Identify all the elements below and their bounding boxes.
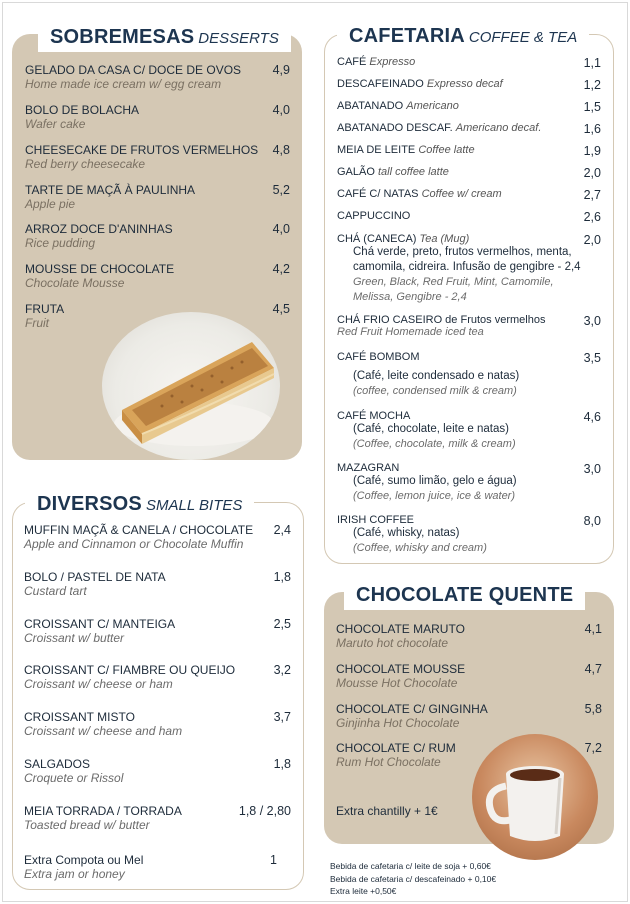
item-price: 5,8 [584,702,602,716]
item-price: 4,5 [272,302,290,316]
menu-item-cafe[interactable] [337,56,601,68]
menu-item-croissant-manteiga[interactable] [24,617,291,645]
item-detail-translation: (Coffee, whisky and cream) [353,542,487,554]
item-name: ABATANADO [337,100,404,112]
item-name: MEIA DE LEITE [337,144,416,156]
menu-item-mazagran[interactable] [337,462,601,504]
item-price: 1,6 [583,122,601,136]
item-translation: Croissant w/ butter [24,631,125,645]
item-name: CAPPUCCINO [337,210,411,222]
menu-item-torrada[interactable] [24,804,291,832]
coffee-title-en: COFFEE & TEA [468,29,578,46]
item-detail: (Café, sumo limão, gelo e água) [353,475,517,487]
item-translation: Americano decaf. [455,122,542,134]
menu-item-arroz-doce[interactable] [25,222,290,250]
item-detail-translation: (coffee, condensed milk & cream) [353,385,517,397]
menu-item-abatanado[interactable] [337,100,601,112]
item-name: MOUSSE DE CHOCOLATE [25,262,175,276]
menu-item-bolo-bolacha[interactable] [25,103,290,131]
menu-item-extra-compota[interactable] [24,853,291,881]
coffee-title [337,21,589,51]
menu-item-salgados[interactable] [24,757,291,785]
menu-item-croissant-misto[interactable] [24,710,291,738]
item-price: 4,8 [272,143,290,157]
item-translation: Ginjinha Hot Chocolate [336,716,460,730]
item-price: 2,5 [273,617,291,631]
menu-item-cafe-natas[interactable] [337,188,601,200]
item-translation: Tea (Mug) [419,233,470,245]
item-price: 2,0 [583,166,601,180]
item-price: 3,5 [583,351,601,365]
item-name: CAFÉ [337,56,367,68]
small-bites-title-pt: DIVERSOS [37,493,142,515]
item-price: 5,2 [272,183,290,197]
item-detail: (Café, leite condensado e natas) [353,370,520,382]
item-name: MAZAGRAN [337,462,400,474]
apple-pie-photo [102,312,280,460]
item-name: BOLO / PASTEL DE NATA [24,570,166,584]
item-translation: Croissant w/ cheese or ham [24,677,173,691]
item-detail-translation: (Coffee, chocolate, milk & cream) [353,438,516,450]
item-name: SALGADOS [24,757,91,771]
item-translation: Extra jam or honey [24,867,125,881]
menu-item-cappuccino[interactable] [337,210,601,222]
menu-item-chocolate-mousse[interactable] [336,662,602,690]
desserts-title [38,22,291,52]
menu-item-descafeinado[interactable] [337,78,601,90]
item-name: CHOCOLATE MARUTO [336,622,465,636]
desserts-title-en: DESSERTS [198,30,279,47]
menu-item-mousse-chocolate[interactable] [25,262,290,290]
item-detail-translation: Green, Black, Red Fruit, Mint, Camomile, [353,276,554,288]
item-name: CHEESECAKE DE FRUTOS VERMELHOS [25,143,259,157]
item-translation: Rice pudding [25,236,96,250]
item-name: FRUTA [25,302,65,316]
item-name: Extra Compota ou Mel [24,853,144,867]
item-price: 4,1 [584,622,602,636]
item-price: 3,0 [583,314,601,328]
item-detail-translation: (Coffee, lemon juice, ice & water) [353,490,516,502]
menu-item-croissant-fiambre[interactable] [24,663,291,691]
item-translation: Red berry cheesecake [25,157,146,171]
item-translation: Coffee w/ cream [421,188,502,200]
item-price: 4,9 [272,63,290,77]
item-name: IRISH COFFEE [337,514,415,526]
menu-item-cha-frio[interactable] [337,314,601,338]
item-translation: Expresso [369,56,416,68]
item-price: 4,0 [272,103,290,117]
item-detail-translation: Melissa, Gengibre - 2,4 [353,291,467,303]
item-price: 2,6 [583,210,601,224]
item-name: CROISSANT C/ FIAMBRE OU QUEIJO [24,663,236,677]
hot-chocolate-mug-photo [472,734,598,860]
item-name: CHOCOLATE C/ RUM [336,741,456,755]
menu-item-cafe-bombom[interactable] [337,351,601,399]
item-translation: Croquete or Rissol [24,771,124,785]
item-name: CHÁ FRIO CASEIRO de Frutos vermelhos [337,314,546,326]
item-price: 4,2 [272,262,290,276]
small-bites-panel [12,493,304,890]
item-translation: Croissant w/ cheese and ham [24,724,183,738]
item-translation: Maruto hot chocolate [336,636,449,650]
item-price: 1,9 [583,144,601,158]
item-translation: Fruit [25,316,49,330]
item-price: 8,0 [583,514,601,528]
item-name: ABATANADO DESCAF. [337,122,453,134]
item-price: 3,2 [273,663,291,677]
coffee-panel [324,25,614,564]
item-name: GELADO DA CASA C/ DOCE DE OVOS [25,63,242,77]
item-price: 1,5 [583,100,601,114]
item-translation: Wafer cake [25,117,86,131]
menu-item-gelado[interactable] [25,63,290,91]
desserts-panel [12,26,302,460]
item-price: 2,7 [583,188,601,202]
coffee-title-pt: CAFETARIA [349,25,465,47]
hot-chocolate-panel [324,584,614,844]
item-price: 1,2 [583,78,601,92]
menu-item-galao[interactable] [337,166,601,178]
item-name: CROISSANT C/ MANTEIGA [24,617,176,631]
item-price: 1,1 [583,56,601,70]
item-name: CHOCOLATE MOUSSE [336,662,466,676]
footnotes [330,860,496,898]
item-translation: Custard tart [24,584,87,598]
item-price: 4,7 [584,662,602,676]
item-price: 4,0 [272,222,290,236]
extra-chantilly: Extra chantilly + 1€ [336,804,438,818]
item-translation: Chocolate Mousse [25,276,125,290]
apple-pie-illustration [102,312,280,460]
menu-item-cheesecake[interactable] [25,143,290,171]
item-translation: Apple and Cinnamon or Chocolate Muffin [24,537,244,551]
item-name: BOLO DE BOLACHA [25,103,140,117]
item-name: GALÃO [337,166,375,178]
menu-item-abatanado-descaf[interactable] [337,122,601,134]
item-name: MUFFIN MAÇÃ & CANELA / CHOCOLATE [24,523,254,537]
item-name: CHÁ (CANECA) [337,233,417,245]
item-price: 4,6 [583,410,601,424]
mug-illustration [472,734,598,860]
item-translation: Rum Hot Chocolate [336,755,441,769]
item-translation: Apple pie [25,197,76,211]
item-name: MEIA TORRADA / TORRADA [24,804,182,818]
menu-item-chocolate-ginginha[interactable] [336,702,602,730]
item-translation: Home made ice cream w/ egg cream [25,77,222,91]
item-name: TARTE DE MAÇÃ À PAULINHA [25,183,196,197]
item-price: 1 [270,853,277,867]
item-price: 2,4 [273,523,291,537]
menu-item-cha[interactable] [337,233,601,305]
hot-chocolate-title-text: CHOCOLATE QUENTE [356,584,574,606]
item-detail: (Café, chocolate, leite e natas) [353,423,509,435]
item-price: 2,0 [583,233,601,247]
item-name: CHOCOLATE C/ GINGINHA [336,702,488,716]
footnote-soy-milk: Bebida de cafetaria c/ leite de soja + 0,60€ [330,861,491,871]
footnote-decaf: Bebida de cafetaria c/ descafeinado + 0,10€ [330,873,497,884]
menu-item-tarte-maca[interactable] [25,183,290,211]
hot-chocolate-title [344,580,585,610]
item-translation: tall coffee latte [377,166,449,178]
item-name: CAFÉ C/ NATAS [337,188,419,200]
item-translation: Red Fruit Homemade iced tea [337,326,484,338]
footnote-extra-milk: Extra leite +0,50€ [330,886,397,896]
item-price: 1,8 [273,570,291,584]
item-translation: Expresso decaf [426,78,503,90]
item-detail: (Café, whisky, natas) [353,527,460,539]
item-price: 7,2 [584,741,602,755]
small-bites-title-en: SMALL BITES [145,497,243,514]
item-price: 1,8 [273,757,291,771]
desserts-title-pt: SOBREMESAS [50,26,195,48]
item-name: CROISSANT MISTO [24,710,135,724]
item-name: CAFÉ MOCHA [337,410,411,422]
item-detail: Chá verde, preto, frutos vermelhos, menta, [353,246,572,258]
item-translation: Mousse Hot Chocolate [336,676,458,690]
item-name: CAFÉ BOMBOM [337,351,420,363]
item-translation: Americano [406,100,459,112]
item-translation: Coffee latte [418,144,475,156]
item-price: 3,7 [273,710,291,724]
menu-item-pastel-nata[interactable] [24,570,291,598]
menu-item-meia-de-leite[interactable] [337,144,601,156]
item-price: 3,0 [583,462,601,476]
menu-item-muffin[interactable] [24,523,291,551]
item-price: 1,8 / 2,80 [238,804,291,818]
small-bites-title [25,489,254,519]
item-name: ARROZ DOCE D'ANINHAS [25,222,173,236]
item-name: DESCAFEINADO [337,78,424,90]
menu-item-chocolate-maruto[interactable] [336,622,602,650]
menu-item-irish-coffee[interactable] [337,514,601,556]
item-translation: Toasted bread w/ butter [24,818,150,832]
menu-item-cafe-mocha[interactable] [337,410,601,452]
item-detail: camomila, cidreira. Infusão de gengibre - 2,4 [353,261,581,273]
